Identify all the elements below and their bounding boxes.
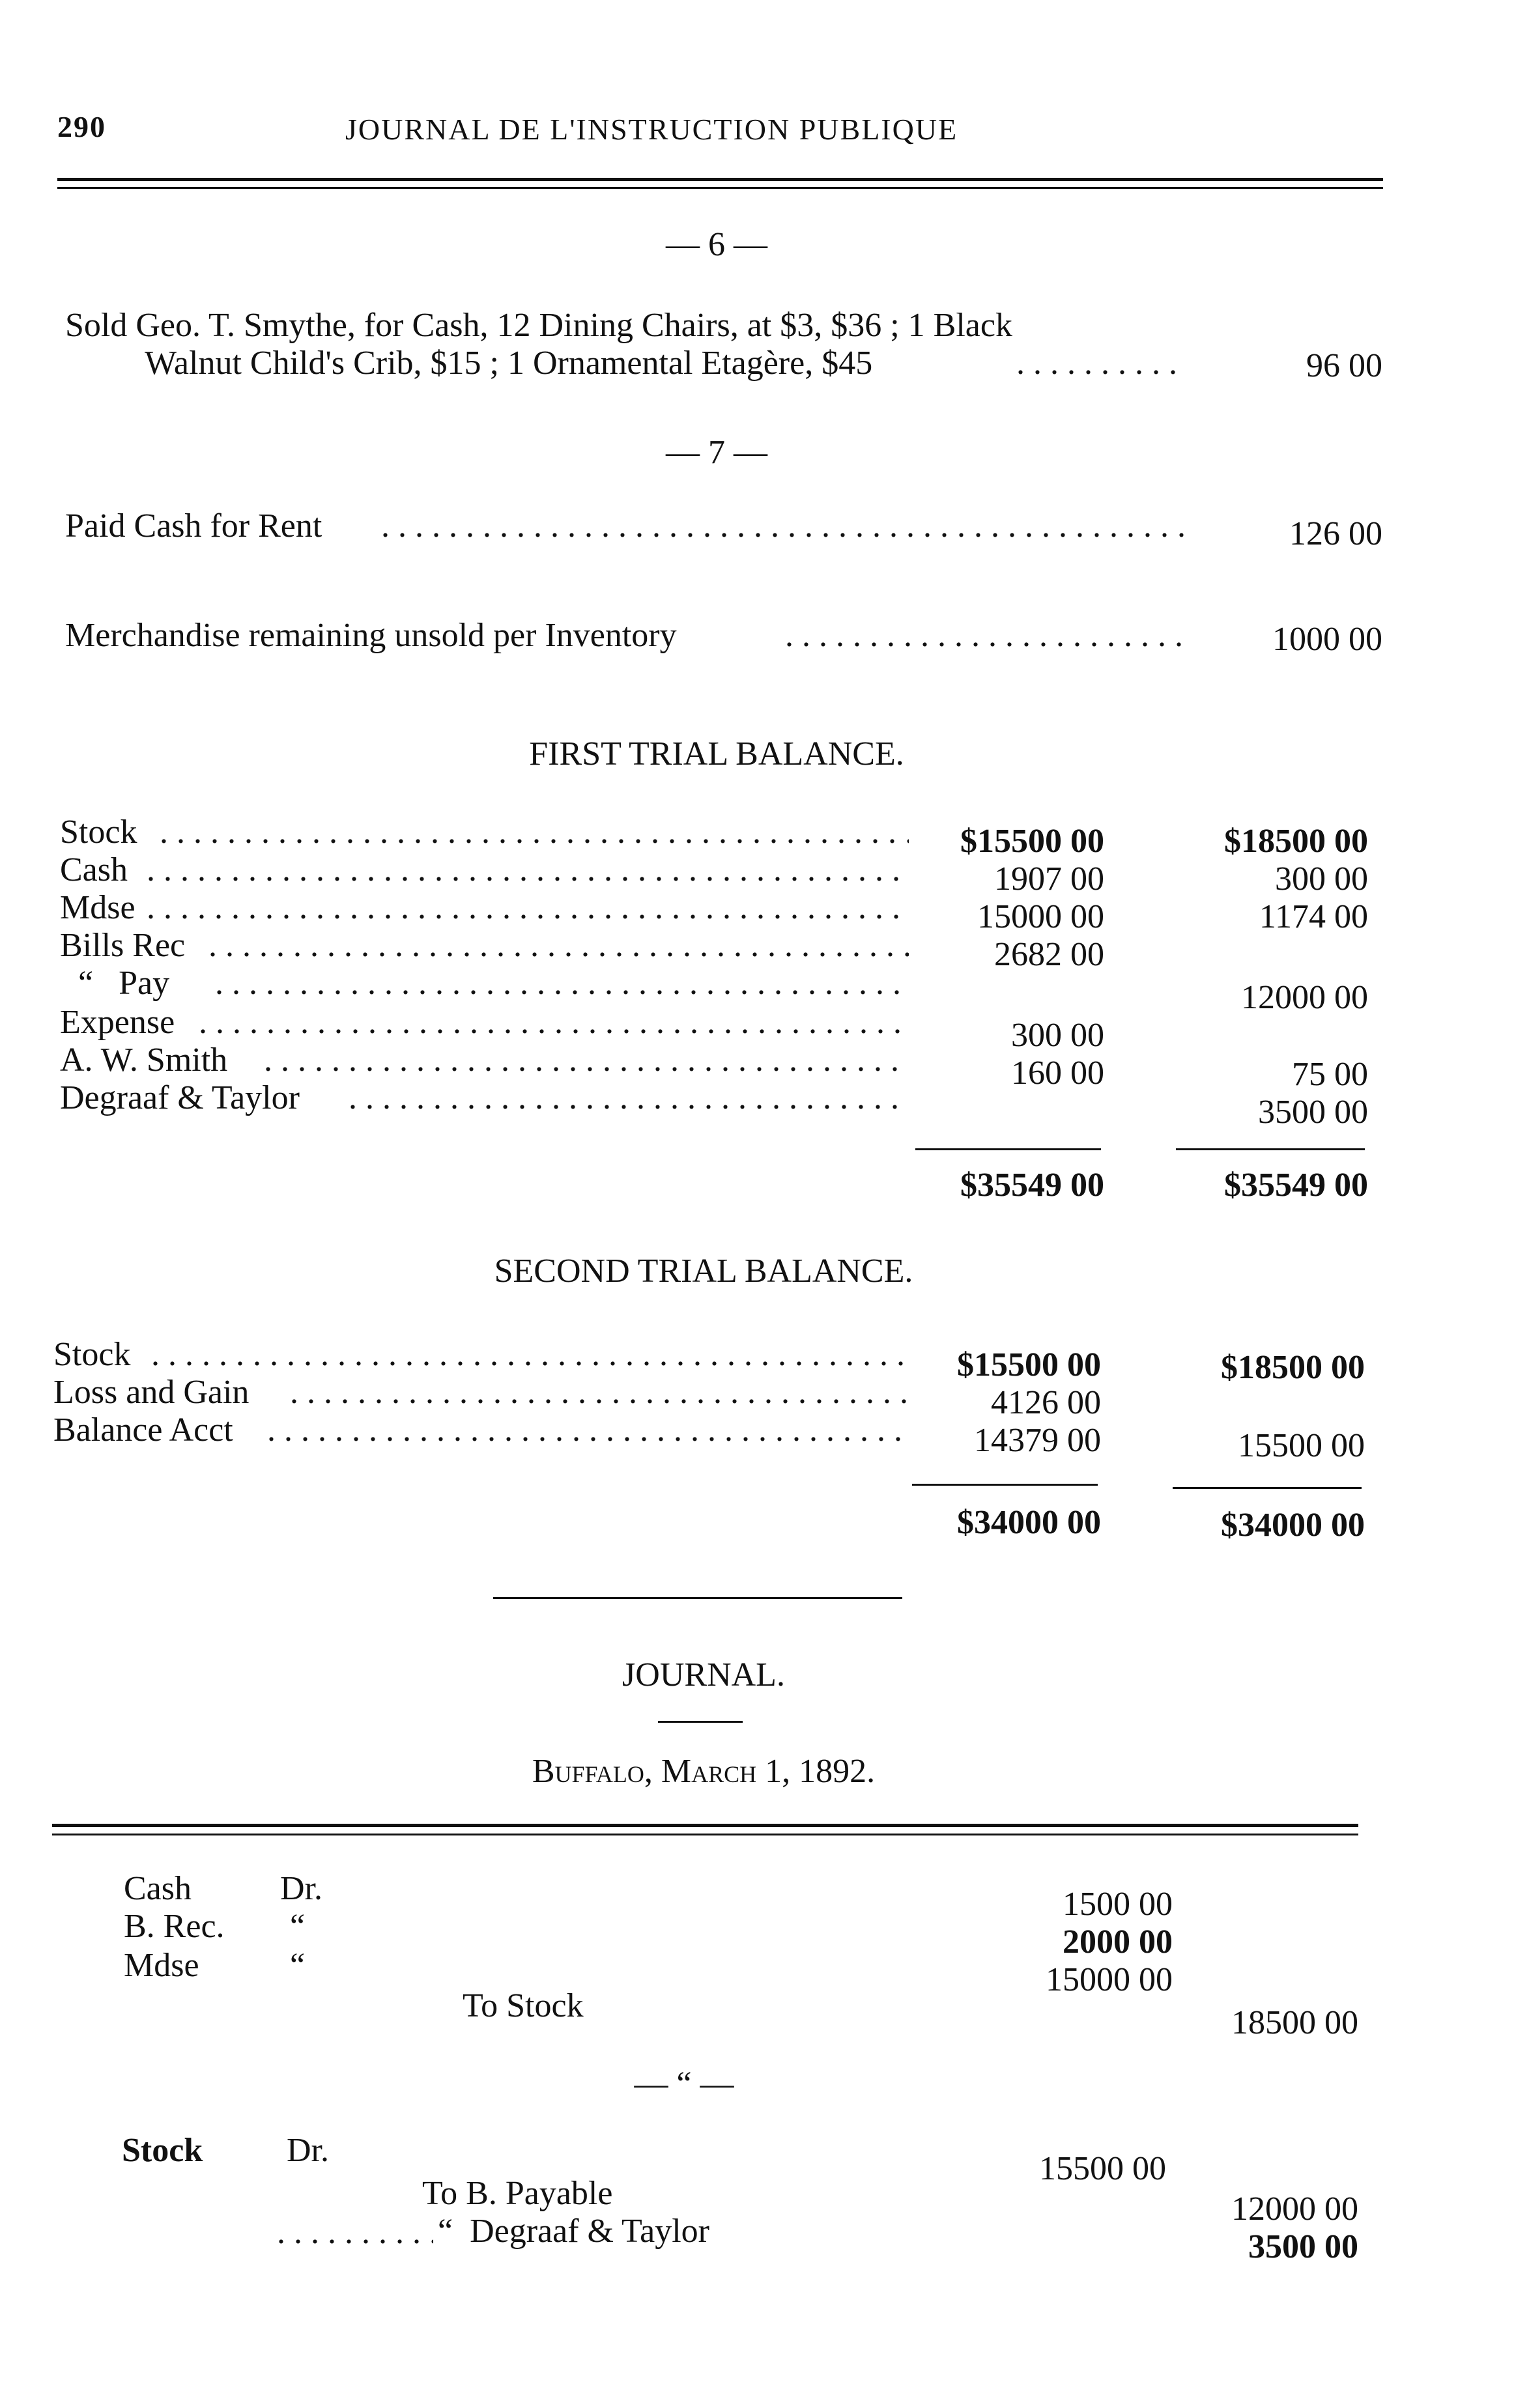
section-6-line-2: Walnut Child's Crib, $15 ; 1 Ornamental Etagère, $45: [145, 345, 873, 382]
journal-account: Cash: [124, 1870, 192, 1907]
journal-title: JOURNAL.: [622, 1656, 785, 1693]
tb1-label: Degraaf & Taylor: [60, 1079, 300, 1116]
second-trial-balance-title: SECOND TRIAL BALANCE.: [494, 1253, 913, 1290]
tb2-label: Balance Acct: [53, 1411, 233, 1449]
section-6-dot-leader: [1016, 344, 1186, 382]
tb1-debit: 160 00: [1011, 1055, 1104, 1092]
tb1-label: Bills Rec: [60, 927, 186, 964]
tb1-debit: 300 00: [1011, 1017, 1104, 1054]
tb1-dot-leader: [147, 888, 909, 927]
tb1-credit: $18500 00: [1224, 823, 1368, 860]
first-trial-balance-title: FIRST TRIAL BALANCE.: [529, 735, 904, 772]
tb2-debit: 14379 00: [974, 1422, 1101, 1459]
inventory-amount: 1000 00: [1272, 621, 1382, 658]
header-rule-bottom: [57, 187, 1383, 189]
section-6-line-1: Sold Geo. T. Smythe, for Cash, 12 Dining Chairs, at $3, $36 ; 1 Black: [65, 307, 1012, 344]
tb1-label: Mdse: [60, 889, 136, 926]
journal-amount: 15500 00: [1039, 2150, 1166, 2187]
tb1-credit: 3500 00: [1258, 1094, 1368, 1131]
journal-ditto-separator: — “ —: [634, 2065, 734, 2103]
tb2-credit: $18500 00: [1221, 1349, 1365, 1386]
rent-dot-leader: [381, 507, 1186, 545]
section-6-amount: 96 00: [1306, 347, 1382, 384]
tb2-debit-total-rule: [912, 1484, 1098, 1486]
journal-to-label: “ Degraaf & Taylor: [438, 2213, 709, 2250]
journal-dateline: Buffalo, March 1, 1892.: [532, 1753, 876, 1790]
inventory-label: Merchandise remaining unsold per Inventory: [65, 617, 677, 654]
tb1-dot-leader: [349, 1079, 909, 1117]
tb1-credit: 12000 00: [1241, 979, 1368, 1016]
tb2-credit-total-rule: [1173, 1487, 1362, 1489]
journal-to-amount: 18500 00: [1231, 2004, 1358, 2041]
journal-dr: “: [290, 1908, 306, 1945]
rent-label: Paid Cash for Rent: [65, 507, 322, 545]
tb2-label: Loss and Gain: [53, 1374, 250, 1411]
tb2-dot-leader: [151, 1335, 907, 1374]
tb2-credit: 15500 00: [1238, 1427, 1365, 1464]
journal-dr: Dr.: [287, 2132, 329, 2169]
section-divider: [493, 1597, 902, 1599]
journal-account: Stock: [122, 2132, 203, 2169]
tb1-dot-leader: [199, 1003, 909, 1041]
journal-dot-leader: [277, 2213, 433, 2252]
journal-to-amount: 12000 00: [1231, 2190, 1358, 2228]
tb1-dot-leader: [160, 813, 909, 851]
header-rule-top: [57, 178, 1383, 181]
tb1-label: A. W. Smith: [60, 1041, 228, 1079]
rent-amount: 126 00: [1289, 515, 1382, 552]
page-title: JOURNAL DE L'INSTRUCTION PUBLIQUE: [345, 113, 958, 146]
journal-amount: 15000 00: [1046, 1961, 1173, 1998]
journal-dr: “: [290, 1947, 306, 1984]
tb2-debit: $15500 00: [957, 1346, 1101, 1383]
tb2-label: Stock: [53, 1336, 131, 1373]
tb2-total-debit: $34000 00: [957, 1504, 1101, 1541]
journal-to-label: To B. Payable: [422, 2175, 613, 2212]
tb1-dot-leader: [215, 964, 909, 1002]
tb1-credit-total-rule: [1176, 1148, 1365, 1150]
tb1-debit-total-rule: [915, 1148, 1101, 1150]
journal-to-label: To Stock: [463, 1987, 584, 2024]
tb2-dot-leader: [267, 1411, 907, 1449]
tb1-label: Cash: [60, 851, 128, 888]
tb1-debit: 2682 00: [994, 936, 1104, 973]
tb1-dot-leader: [264, 1041, 909, 1079]
journal-to-amount: 3500 00: [1248, 2228, 1358, 2265]
tb1-label: Stock: [60, 814, 137, 851]
tb1-debit: $15500 00: [960, 823, 1104, 860]
tb2-debit: 4126 00: [991, 1384, 1101, 1421]
tb1-total-credit: $35549 00: [1224, 1167, 1368, 1204]
section-6-marker: — 6 —: [666, 226, 767, 263]
journal-amount: 2000 00: [1063, 1923, 1173, 1961]
tb1-credit: 75 00: [1292, 1056, 1368, 1093]
tb1-label: Expense: [60, 1004, 175, 1041]
inventory-dot-leader: [785, 616, 1186, 655]
journal-amount: 1500 00: [1063, 1886, 1173, 1923]
tb1-credit: 1174 00: [1259, 898, 1368, 935]
journal-title-rule: [658, 1721, 743, 1723]
page-number: 290: [57, 110, 106, 143]
tb1-debit: 15000 00: [977, 898, 1104, 935]
tb2-total-credit: $34000 00: [1221, 1507, 1365, 1544]
journal-account: Mdse: [124, 1947, 199, 1984]
tb1-credit: 300 00: [1275, 860, 1368, 898]
section-7-marker: — 7 —: [666, 434, 767, 471]
tb1-debit: 1907 00: [994, 860, 1104, 898]
journal-account: B. Rec.: [124, 1908, 225, 1945]
tb1-label: “ Pay: [78, 965, 170, 1002]
journal-rule-top: [52, 1824, 1358, 1827]
tb1-dot-leader: [208, 926, 909, 965]
journal-rule-bottom: [52, 1834, 1358, 1835]
tb1-dot-leader: [147, 851, 909, 889]
journal-dr: Dr.: [280, 1870, 322, 1907]
tb1-total-debit: $35549 00: [960, 1167, 1104, 1204]
tb2-dot-leader: [290, 1373, 907, 1411]
